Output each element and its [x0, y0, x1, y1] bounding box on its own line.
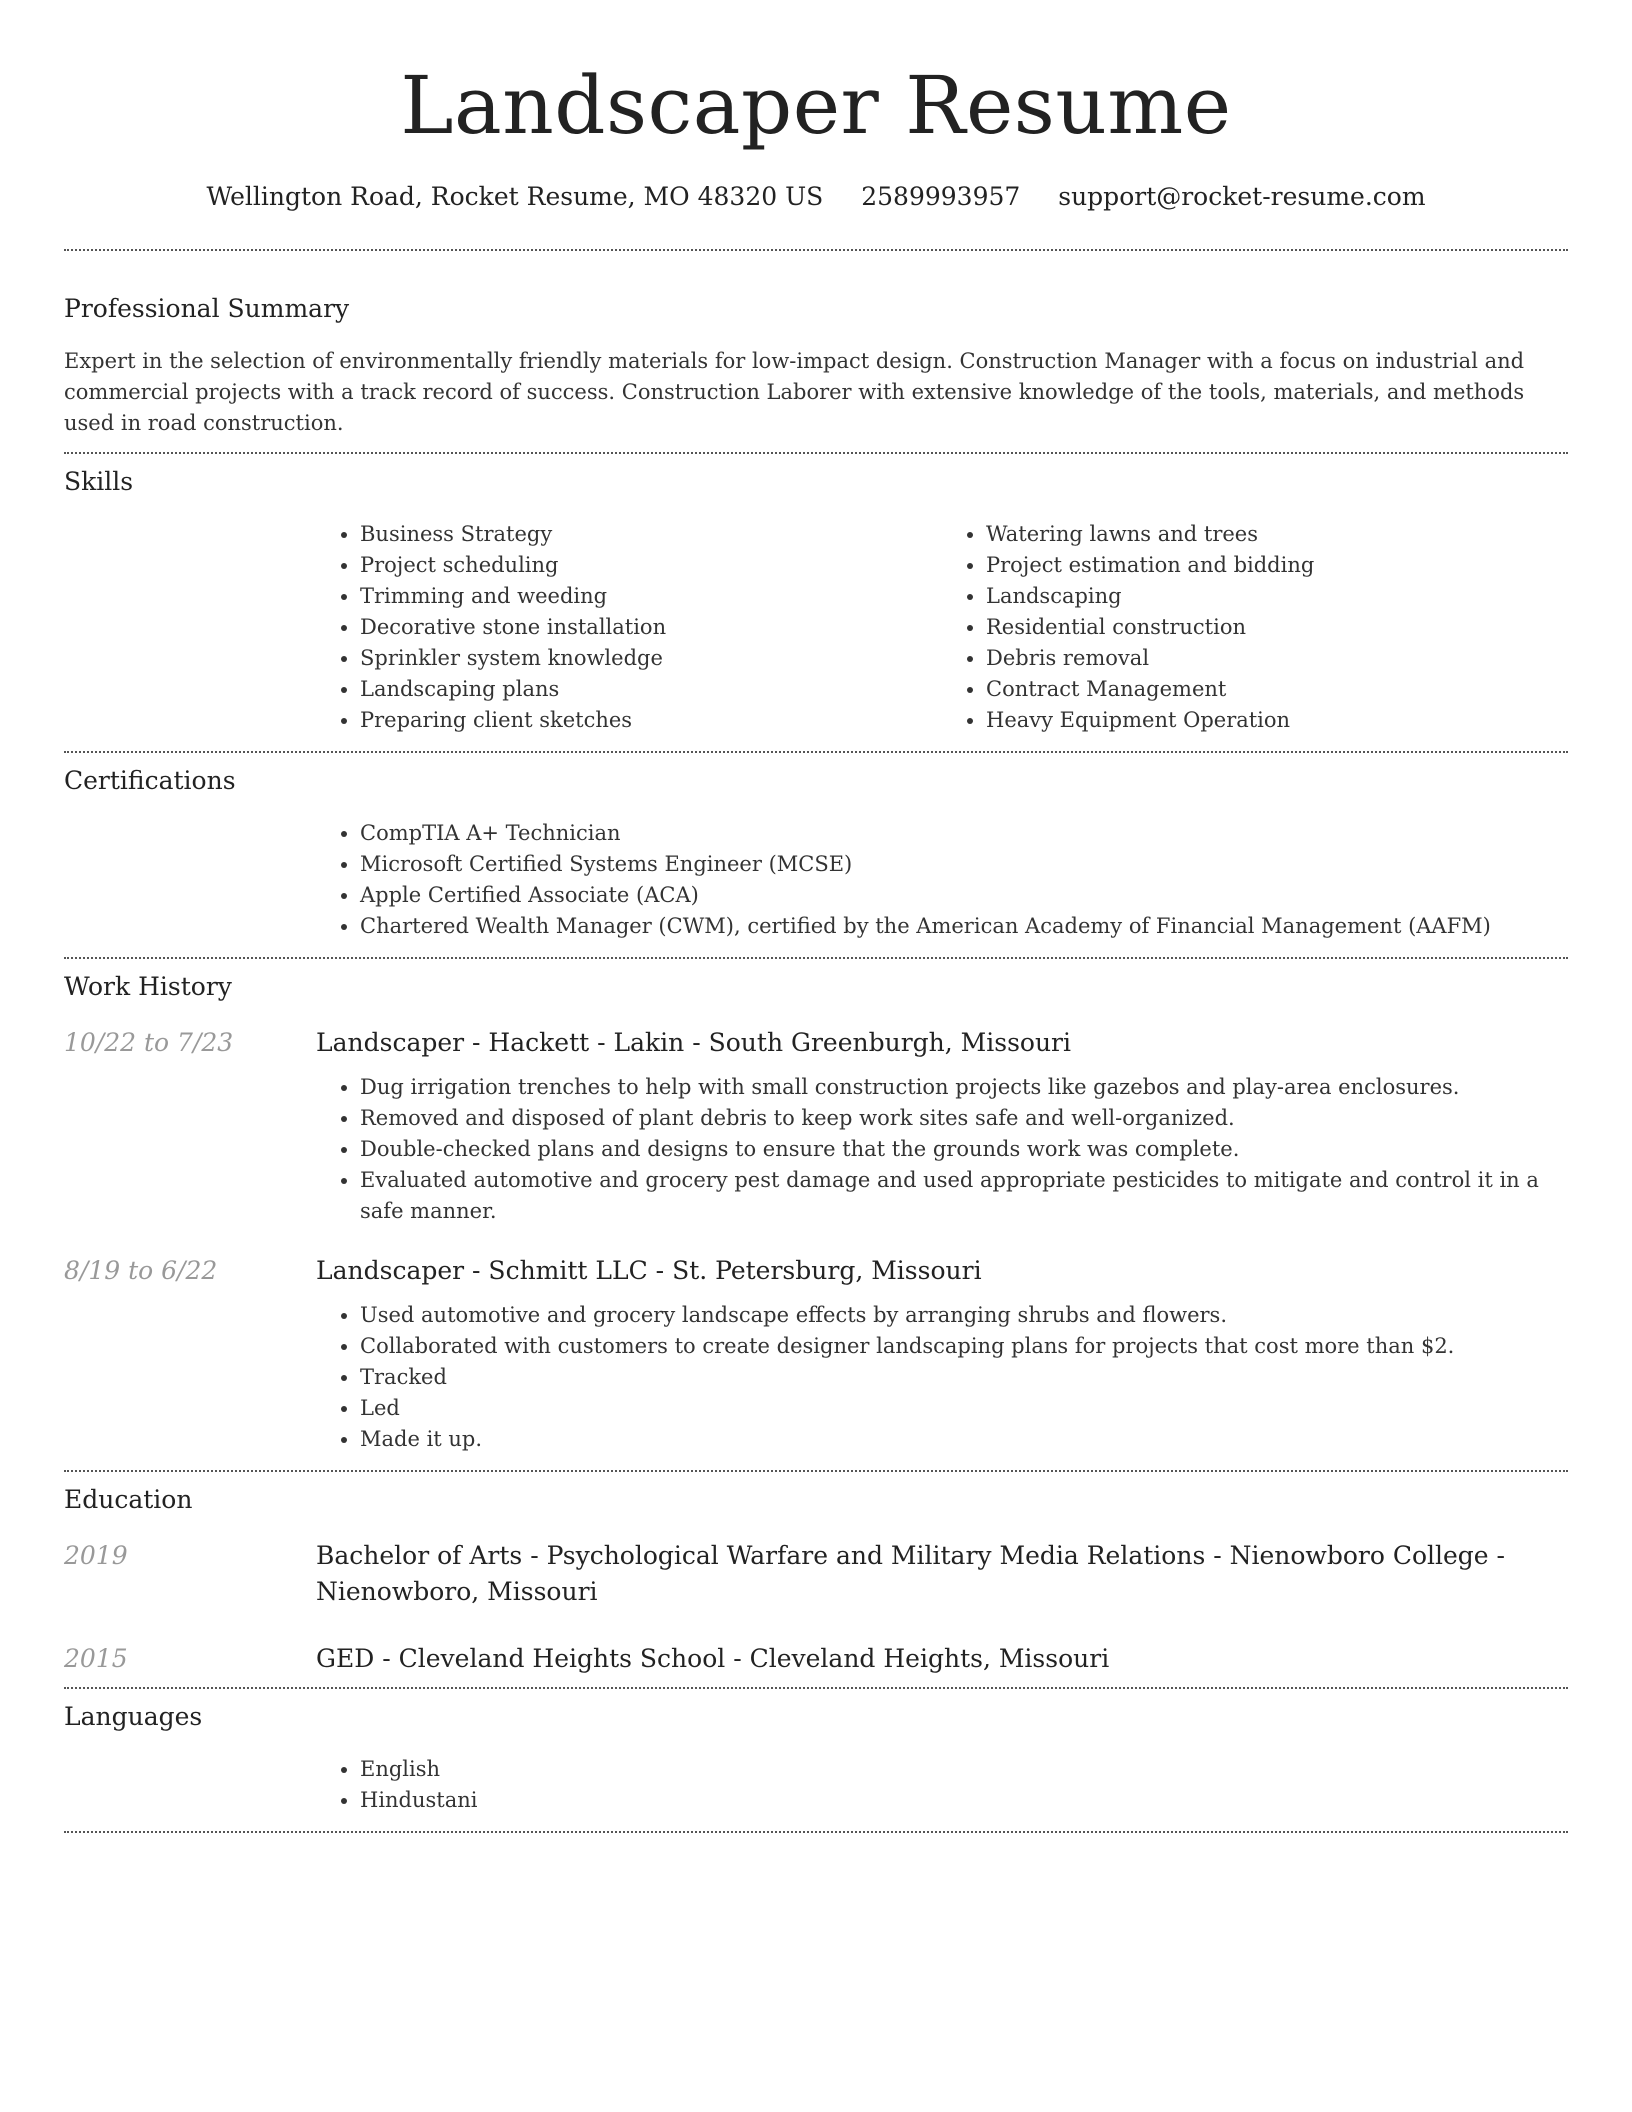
- section-divider: [64, 1831, 1568, 1833]
- skill-item: • Project estimation and bidding: [986, 550, 1568, 581]
- skill-item: • Debris removal: [986, 643, 1568, 674]
- job-bullets: [316, 1300, 1568, 1455]
- job-bullet: • Evaluated automotive and grocery pest damage and used appropriate pesticides to mitigate and control it in a safe manner.: [360, 1165, 1568, 1227]
- contact-address: Wellington Road, Rocket Resume, MO 48320 US: [206, 182, 824, 211]
- skill-item: • Landscaping: [986, 581, 1568, 612]
- skills-section: [64, 454, 1568, 736]
- resume-title: Landscaper Resume: [400, 59, 1232, 152]
- languages-section: [64, 1689, 1568, 1816]
- contact-email: support@rocket-resume.com: [1058, 182, 1426, 211]
- job-entry: [64, 1025, 1568, 1227]
- certifications-heading: Certifications: [64, 766, 236, 795]
- skill-item: • Preparing client sketches: [360, 705, 942, 736]
- skill-item: • Contract Management: [986, 674, 1568, 705]
- skill-item: • Sprinkler system knowledge: [360, 643, 942, 674]
- skill-item: • Decorative stone installation: [360, 612, 942, 643]
- certification-item: • Chartered Wealth Manager (CWM), certified by the American Academy of Financial Management (AAFM): [360, 911, 1568, 942]
- job-dates: 10/22 to 7/23: [64, 1028, 234, 1057]
- work-history-section: [64, 959, 1568, 1455]
- resume-header: [64, 50, 1568, 214]
- skills-list-left: [316, 519, 942, 736]
- contact-line: [64, 180, 1568, 214]
- language-item: • Hindustani: [360, 1785, 1568, 1816]
- job-entry: [64, 1253, 1568, 1455]
- languages-heading: Languages: [64, 1702, 203, 1731]
- education-title: Bachelor of Arts - Psychological Warfare and Military Media Relations - Nienowboro College - Nienowboro, Missouri: [316, 1541, 1505, 1606]
- job-header: [64, 1253, 1568, 1289]
- job-dates: 8/19 to 6/22: [64, 1256, 218, 1285]
- job-bullet: • Used automotive and grocery landscape effects by arranging shrubs and flowers.: [360, 1300, 1568, 1331]
- certification-item: • CompTIA A+ Technician: [360, 818, 1568, 849]
- languages-body: [316, 1754, 1568, 1816]
- skills-columns: [316, 519, 1568, 736]
- education-entry: [64, 1538, 1568, 1610]
- skill-item: • Residential construction: [986, 612, 1568, 643]
- job-bullets: [316, 1072, 1568, 1227]
- job-title: Landscaper - Hackett - Lakin - South Greenburgh, Missouri: [316, 1028, 1072, 1057]
- education-section: [64, 1472, 1568, 1677]
- certifications-list: [316, 818, 1568, 942]
- skills-heading: Skills: [64, 467, 134, 496]
- job-bullet: • Led: [360, 1393, 1568, 1424]
- skill-item: • Business Strategy: [360, 519, 942, 550]
- job-bullet: • Double-checked plans and designs to ensure that the grounds work was complete.: [360, 1134, 1568, 1165]
- job-details: [316, 1072, 1568, 1227]
- certifications-section: [64, 753, 1568, 942]
- certification-item: • Microsoft Certified Systems Engineer (MCSE): [360, 849, 1568, 880]
- skill-item: • Watering lawns and trees: [986, 519, 1568, 550]
- work-history-heading: Work History: [64, 972, 232, 1001]
- education-year: 2015: [64, 1644, 128, 1673]
- job-bullet: • Tracked: [360, 1362, 1568, 1393]
- skill-item: • Trimming and weeding: [360, 581, 942, 612]
- job-bullet: • Removed and disposed of plant debris to keep work sites safe and well-organized.: [360, 1103, 1568, 1134]
- education-entry: [64, 1641, 1568, 1677]
- job-bullet: • Made it up.: [360, 1424, 1568, 1455]
- job-bullet: • Collaborated with customers to create designer landscaping plans for projects that cost more than $2.: [360, 1331, 1568, 1362]
- skill-item: • Heavy Equipment Operation: [986, 705, 1568, 736]
- summary-text: Expert in the selection of environmentally friendly materials for low-impact design. Construction Manager with a focus on industrial and commercial projects with a track record of success. Construction Laborer with extensive knowledge of the tools, materials, and methods used in road construction.: [64, 349, 1525, 435]
- education-heading: Education: [64, 1485, 193, 1514]
- certification-item: • Apple Certified Associate (ACA): [360, 880, 1568, 911]
- summary-heading: Professional Summary: [64, 294, 350, 323]
- education-year: 2019: [64, 1541, 128, 1570]
- certifications-body: [316, 818, 1568, 942]
- job-header: [64, 1025, 1568, 1061]
- job-details: [316, 1300, 1568, 1455]
- languages-list: [316, 1754, 1568, 1816]
- job-title: Landscaper - Schmitt LLC - St. Petersburg, Missouri: [316, 1256, 982, 1285]
- job-bullet: • Dug irrigation trenches to help with small construction projects like gazebos and play-area enclosures.: [360, 1072, 1568, 1103]
- contact-phone: 2589993957: [861, 182, 1021, 211]
- skill-item: • Landscaping plans: [360, 674, 942, 705]
- education-title: GED - Cleveland Heights School - Cleveland Heights, Missouri: [316, 1644, 1110, 1673]
- language-item: • English: [360, 1754, 1568, 1785]
- summary-section: [64, 251, 1568, 439]
- skills-list-right: [942, 519, 1568, 736]
- skill-item: • Project scheduling: [360, 550, 942, 581]
